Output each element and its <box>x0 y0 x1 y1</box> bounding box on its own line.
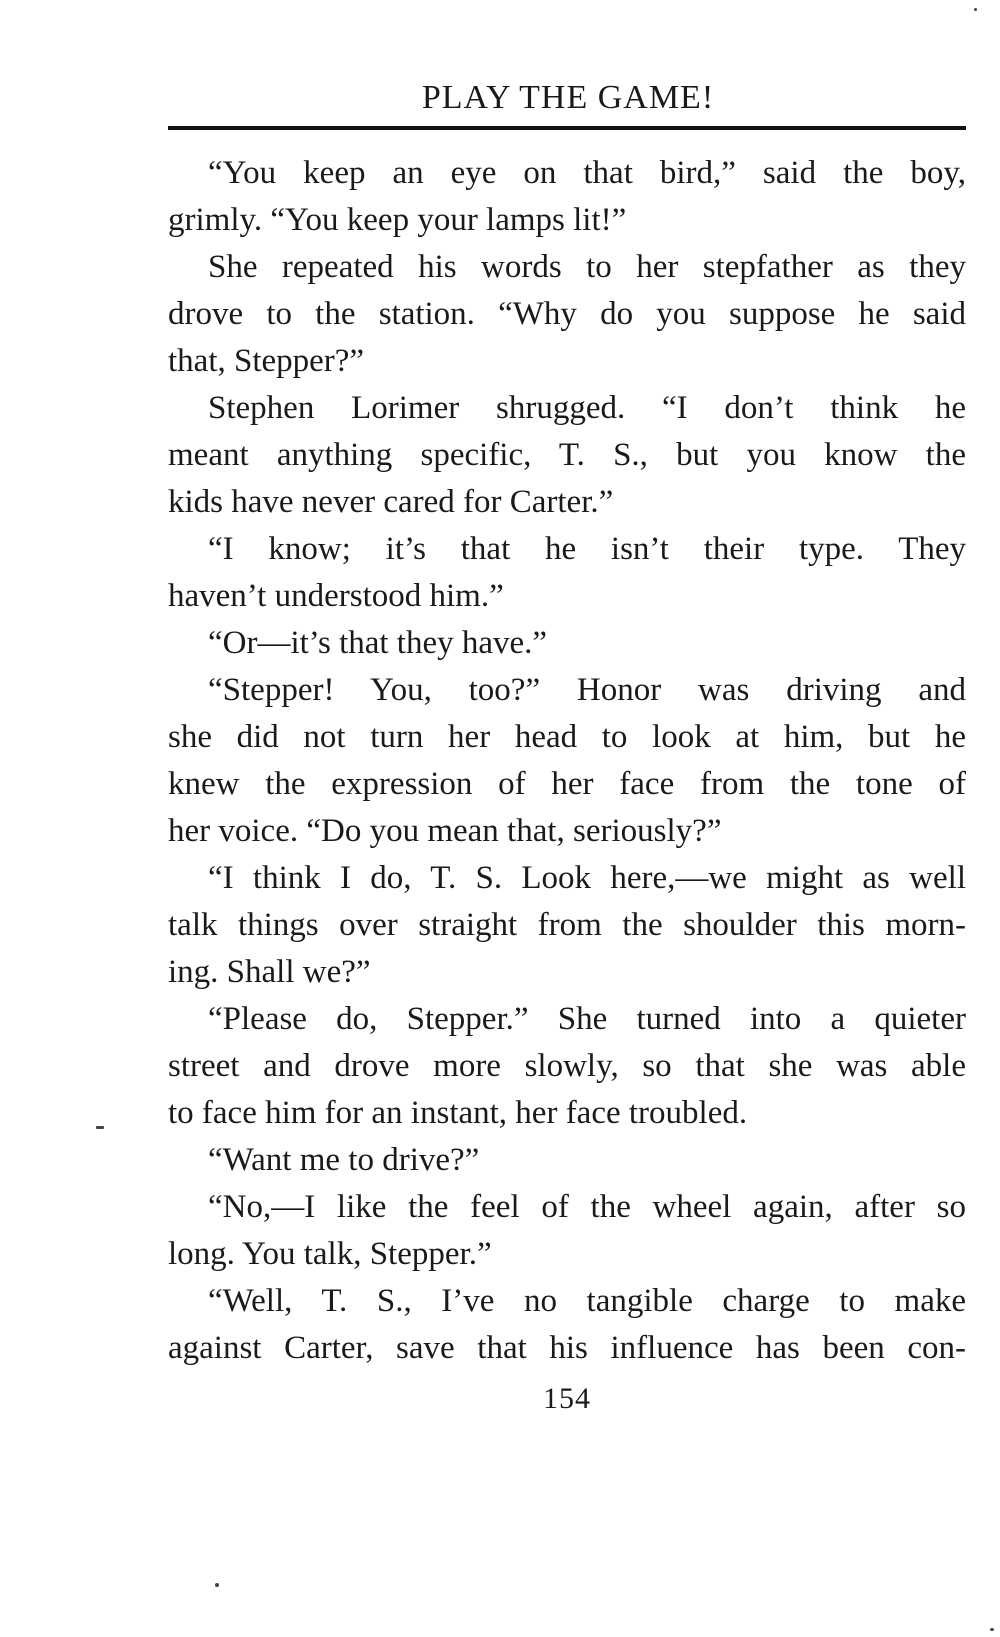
text-line: “Or—it’s that they have.” <box>208 625 548 661</box>
text-line: Stephen Lorimer shrugged. “I don’t think he <box>208 390 966 426</box>
text-line: that, Stepper?” <box>168 343 365 379</box>
text-line: to face him for an instant, her face troubled. <box>168 1095 748 1131</box>
text-line: “No,—I like the feel of the wheel again, after so <box>208 1189 966 1225</box>
text-line: talk things over straight from the shoulder this morn- <box>168 907 966 943</box>
header-rule <box>168 126 966 130</box>
text-line: “I know; it’s that he isn’t their type. They <box>208 531 966 567</box>
body-text <box>168 150 966 1372</box>
text-line: meant anything specific, T. S., but you know the <box>168 437 966 473</box>
text-line: haven’t understood him.” <box>168 578 504 614</box>
text-line: kids have never cared for Carter.” <box>168 484 614 520</box>
text-line: grimly. “You keep your lamps lit!” <box>168 202 627 238</box>
text-line: “Stepper! You, too?” Honor was driving and <box>208 672 966 708</box>
text-line: her voice. “Do you mean that, seriously?” <box>168 813 722 849</box>
print-speck <box>96 1126 104 1129</box>
text-line: “Want me to drive?” <box>208 1142 480 1178</box>
print-speck <box>990 1628 994 1631</box>
text-line: she did not turn her head to look at him, but he <box>168 719 966 755</box>
text-line: drove to the station. “Why do you suppose he said <box>168 296 966 332</box>
text-line: knew the expression of her face from the tone of <box>168 766 966 802</box>
print-speck <box>215 1583 219 1587</box>
text-line: street and drove more slowly, so that she was able <box>168 1048 966 1084</box>
text-line: against Carter, save that his influence has been con- <box>168 1330 966 1366</box>
text-line: “I think I do, T. S. Look here,—we might as well <box>208 860 966 896</box>
print-speck <box>974 8 977 11</box>
page-number: 154 <box>543 1382 591 1415</box>
text-line: “Well, T. S., I’ve no tangible charge to make <box>208 1283 966 1319</box>
text-line: “You keep an eye on that bird,” said the boy, <box>208 155 966 191</box>
text-line: “Please do, Stepper.” She turned into a quieter <box>208 1001 966 1037</box>
text-line: ing. Shall we?” <box>168 954 371 990</box>
running-head: PLAY THE GAME! <box>421 79 715 116</box>
text-line: She repeated his words to her stepfather as they <box>208 249 966 285</box>
text-line: long. You talk, Stepper.” <box>168 1236 492 1272</box>
